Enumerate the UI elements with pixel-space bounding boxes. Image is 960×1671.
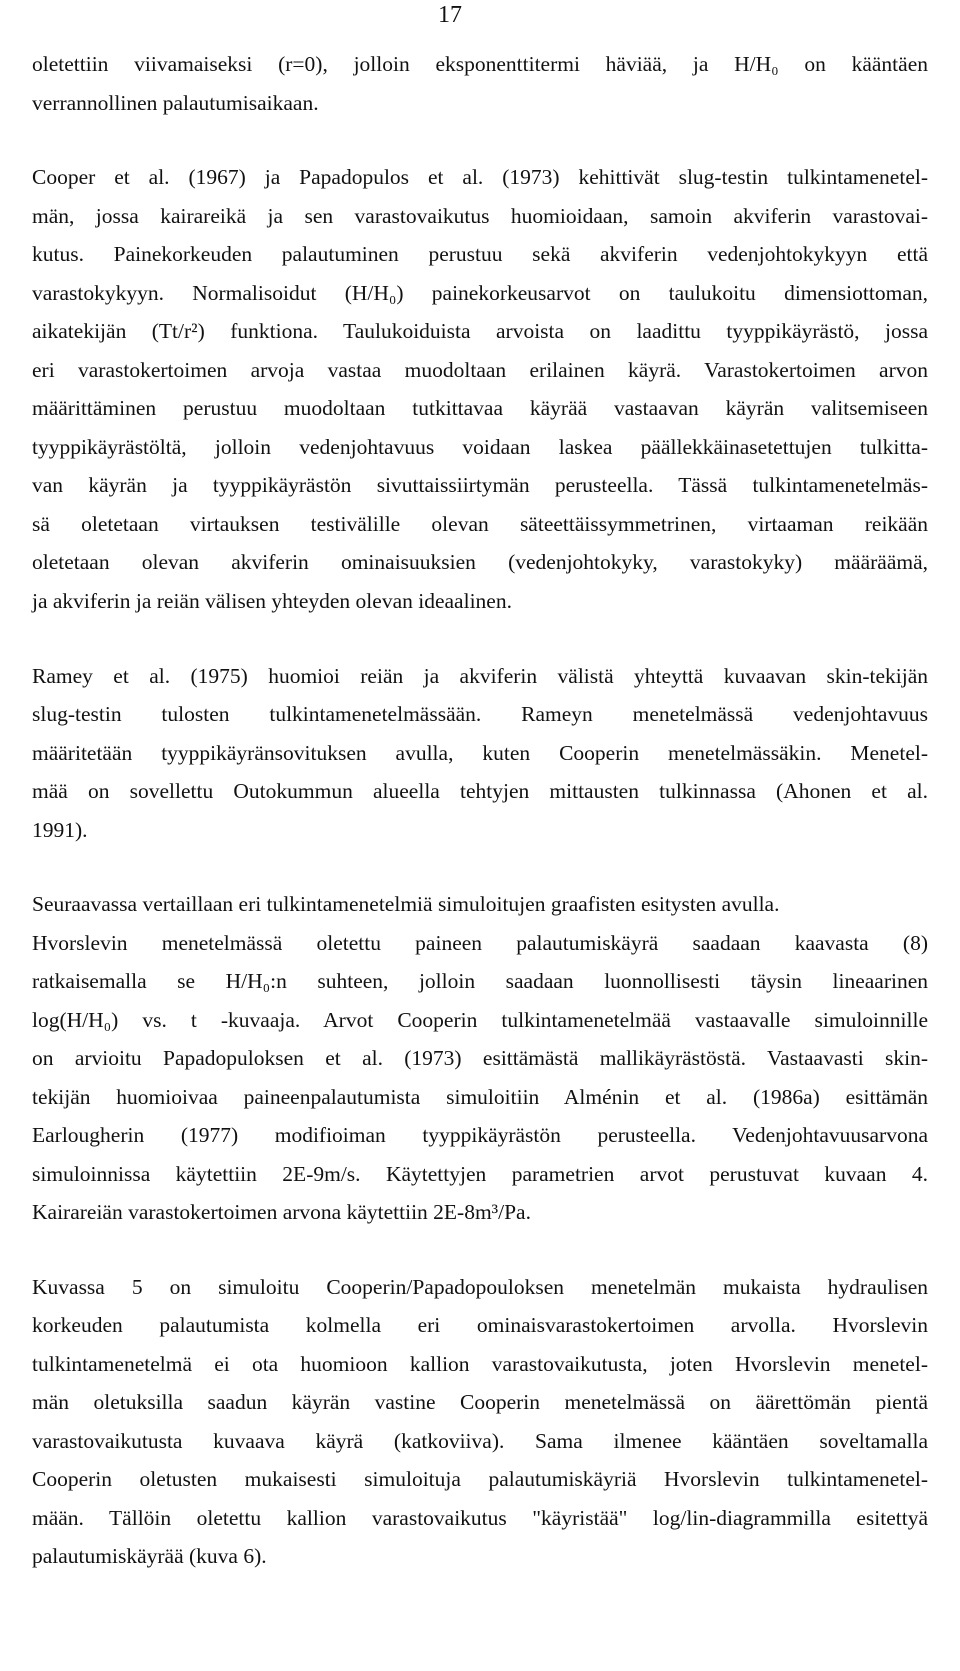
text-line: Hvorslevin menetelmässä oletettu paineen palautumiskäyrä saadaan kaavasta (8) [32, 931, 928, 955]
text-line: määritetään tyyppikäyränsovituksen avulla, kuten Cooperin menetelmässäkin. Menetel- [32, 741, 928, 765]
text-line: verrannollinen palautumisaikaan. [32, 91, 319, 115]
text-line: varastovaikutusta kuvaava käyrä (katkoviiva). Sama ilmenee kääntäen soveltamalla [32, 1429, 928, 1453]
text-line: slug-testin tulosten tulkintamenetelmässään. Rameyn menetelmässä vedenjohtavuus [32, 702, 928, 726]
text-line: oletettiin viivamaiseksi (r=0), jolloin eksponenttitermi häviää, ja H/H₀ on kääntäen [32, 52, 928, 76]
text-line: Earlougherin (1977) modifioiman tyyppikäyrästön perusteella. Vedenjohtavuusarvona [32, 1123, 928, 1147]
text-line: män oletuksilla saadun käyrän vastine Cooperin menetelmässä on äärettömän pientä [32, 1390, 928, 1414]
text-line: eri varastokertoimen arvoja vastaa muodoltaan erilainen käyrä. Varastokertoimen arvon [32, 358, 928, 382]
text-line: tyyppikäyrästöltä, jolloin vedenjohtavuus voidaan laskea päällekkäinasetettujen tulkitta- [32, 435, 928, 459]
text-line: oletetaan olevan akviferin ominaisuuksien (vedenjohtokyky, varastokyky) määräämä, [32, 550, 928, 574]
text-line: män, jossa kairareikä ja sen varastovaikutus huomioidaan, samoin akviferin varastovai- [32, 204, 928, 228]
text-line: Kuvassa 5 on simuloitu Cooperin/Papadopouloksen menetelmän mukaista hydraulisen [32, 1275, 928, 1299]
text-line: 1991). [32, 818, 88, 842]
text-line: korkeuden palautumista kolmella eri ominaisvarastokertoimen arvolla. Hvorslevin [32, 1313, 928, 1337]
text-line: simuloinnissa käytettiin 2E-9m/s. Käytettyjen parametrien arvot perustuvat kuvaan 4. [32, 1162, 928, 1186]
text-line: Seuraavassa vertaillaan eri tulkintamenetelmiä simuloitujen graafisten esitysten avulla. [32, 892, 780, 916]
page-number: 17 [438, 2, 462, 28]
text-line: palautumiskäyrää (kuva 6). [32, 1544, 267, 1568]
text-line: määrittäminen perustuu muodoltaan tutkittavaa käyrää vastaavan käyrän valitsemiseen [32, 396, 928, 420]
text-line: mään. Tällöin oletettu kallion varastovaikutus "käyristää" log/lin-diagrammilla esitettyä [32, 1506, 928, 1530]
text-line: van käyrän ja tyyppikäyrästön sivuttaissiirtymän perusteella. Tässä tulkintamenetelmäs- [32, 473, 928, 497]
text-line: varastokykyyn. Normalisoidut (H/H₀) painekorkeusarvot on taulukoitu dimensiottoman, [32, 281, 928, 305]
text-line: aikatekijän (Tt/r²) funktiona. Taulukoiduista arvoista on laadittu tyyppikäyrästö, jossa [32, 319, 928, 343]
text-line: ja akviferin ja reiän välisen yhteyden olevan ideaalinen. [32, 589, 512, 613]
text-line: ratkaisemalla se H/H₀:n suhteen, jolloin saadaan luonnollisesti täysin lineaarinen [32, 969, 928, 993]
text-line: kutus. Painekorkeuden palautuminen perustuu sekä akviferin vedenjohtokykyyn että [32, 242, 928, 266]
text-line: tekijän huomioivaa paineenpalautumista simuloitiin Alménin et al. (1986a) esittämän [32, 1085, 928, 1109]
text-line: Cooperin oletusten mukaisesti simuloituja palautumiskäyriä Hvorslevin tulkintamenetel- [32, 1467, 928, 1491]
text-line: tulkintamenetelmä ei ota huomioon kallion varastovaikutusta, joten Hvorslevin menetel- [32, 1352, 928, 1376]
text-line: Ramey et al. (1975) huomioi reiän ja akviferin välistä yhteyttä kuvaavan skin-tekijän [32, 664, 928, 688]
text-line: mää on sovellettu Outokummun alueella tehtyjen mittausten tulkinnassa (Ahonen et al. [32, 779, 928, 803]
text-line: Cooper et al. (1967) ja Papadopulos et al. (1973) kehittivät slug-testin tulkintamenetel- [32, 165, 928, 189]
text-line: sä oletetaan virtauksen testivälille olevan säteettäissymmetrinen, virtaaman reikään [32, 512, 928, 536]
text-line: on arvioitu Papadopuloksen et al. (1973) esittämästä mallikäyrästöstä. Vastaavasti skin- [32, 1046, 928, 1070]
text-line: Kairareiän varastokertoimen arvona käytettiin 2E-8m³/Pa. [32, 1200, 531, 1224]
text-line: log(H/H₀) vs. t -kuvaaja. Arvot Cooperin tulkintamenetelmää vastaavalle simuloinnille [32, 1008, 928, 1032]
